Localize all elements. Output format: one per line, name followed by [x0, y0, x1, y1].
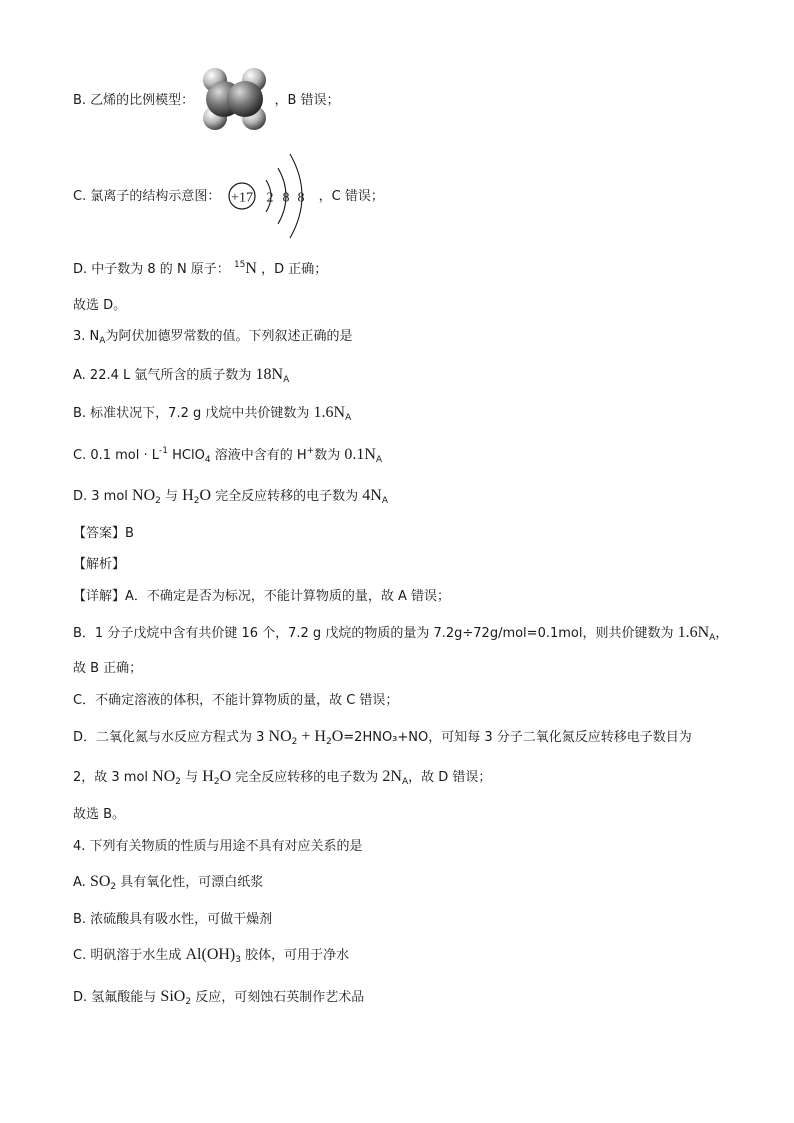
- option-d-suffix: ，D 正确；: [261, 262, 328, 277]
- q3-detail-d-line2: 2，故 3 mol $NO_2$ 与 $H_2O$ 完全反应转移的电子数为 $2N_A$，故 D 错误；: [73, 768, 492, 787]
- shell-1-electrons: 2: [266, 190, 274, 206]
- option-b-suffix: ，B 错误；: [274, 93, 340, 108]
- q3-detail-c: C．不确定溶液的体积，不能计算物质的量，故 C 错误；: [73, 693, 399, 708]
- previous-conclusion: 故选 D。: [73, 298, 127, 313]
- q3-option-d: D. 3 mol $NO_2$ 与 $H_2O$ 完全反应转移的电子数为 $4N_A$: [73, 487, 389, 506]
- q3-stem: 3. $N_A$为阿伏加德罗常数的值。下列叙述正确的是: [73, 329, 353, 346]
- q3-number: 3.: [73, 329, 90, 344]
- option-d-line: [73, 260, 327, 279]
- option-d-prefix: D. 中子数为 8 的 N 原子：: [73, 262, 230, 277]
- q3-na-symbol: N: [89, 329, 100, 344]
- shell-3-electrons: 8: [297, 190, 305, 206]
- option-c-prefix: C. 氯离子的结构示意图：: [73, 189, 221, 204]
- nitrogen-symbol: N: [245, 260, 257, 277]
- q3-option-c: C. 0.1 mol · $L^{-1}$ HClO$_4$ 溶液中含有的 H+数为 $0.1N_A$: [73, 446, 383, 465]
- q3-option-a: A. 22.4 L 氩气所含的质子数为 $18N_A$: [73, 366, 290, 385]
- q4-option-d: D. 氢氟酸能与 SiO$_2$ 反应，可刻蚀石英制作艺术品: [73, 988, 365, 1007]
- q3-option-b: B. 标准状况下，7.2 g 戊烷中共价键数为 $1.6N_A$: [73, 404, 352, 423]
- option-c-suffix: ，C 错误；: [318, 189, 384, 204]
- nucleus-charge: +17: [231, 190, 253, 206]
- q3-detail-a: 【详解】A．不确定是否为标况，不能计算物质的量，故 A 错误；: [73, 589, 451, 604]
- q3-conclusion: 故选 B。: [73, 807, 126, 822]
- q3-detail-d-line1: D．二氧化氮与水反应方程式为 3 $NO_2 + H_2O=2HNO_3+NO$，可知每 3 分子二氧化氮反应转移电子数目为: [73, 728, 692, 747]
- carbon-atom-right: [227, 81, 263, 117]
- q3-detail-b-line1: B．1 分子戊烷中含有共价键 16 个，7.2 g 戊烷的物质的量为 7.2g÷72g/mol=0.1mol，则共价键数为 $1.6N_A$，: [73, 624, 729, 643]
- shell-2-electrons: 8: [282, 190, 290, 206]
- q3-detail-b-line2: 故 B 正确；: [73, 661, 143, 676]
- chloride-ion-structure-diagram: [226, 148, 308, 244]
- q4-stem: 4. 下列有关物质的性质与用途不具有对应关系的是: [73, 839, 363, 854]
- q4-option-a: A. $SO_2$ 具有氧化性，可漂白纸浆: [73, 873, 264, 892]
- ethylene-space-filling-model: [198, 66, 272, 132]
- q3-answer: 【答案】B: [73, 526, 134, 541]
- option-b-prefix: B. 乙烯的比例模型：: [73, 93, 195, 108]
- q4-option-c: C. 明矾溶于水生成 $Al(OH)_3$ 胶体，可用于净水: [73, 946, 350, 965]
- q3-stem-text: 为阿伏加德罗常数的值。下列叙述正确的是: [105, 329, 353, 344]
- nitrogen-mass-number: 15: [233, 260, 246, 270]
- q3-analysis-heading: 【解析】: [73, 557, 126, 572]
- q4-option-b: B. 浓硫酸具有吸水性，可做干燥剂: [73, 912, 273, 927]
